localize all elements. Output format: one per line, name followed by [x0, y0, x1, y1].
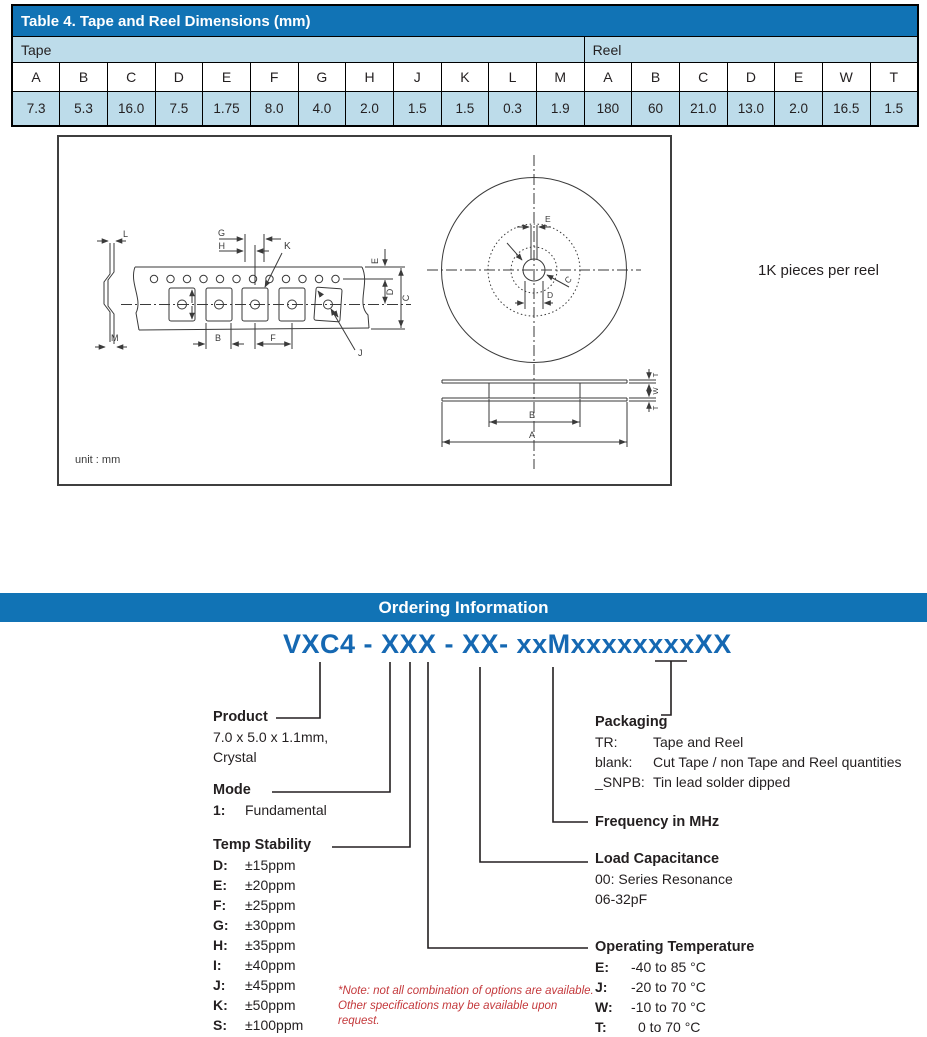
reel-dim-label-b: B [528, 410, 536, 420]
packaging-item [595, 732, 902, 752]
load-capacitance-line: 00: Series Resonance [595, 871, 733, 887]
load-capacitance-line: 06-32pF [595, 891, 648, 907]
tape-reel-diagram [57, 135, 672, 486]
temp-code: S: [213, 1017, 227, 1033]
column-header: E [203, 63, 251, 92]
temp-stability-item [213, 1015, 311, 1035]
reel-dim-label-t-bottom: T [651, 405, 660, 411]
dimension-value: 7.5 [155, 92, 203, 127]
note-line: Other specifications may be available upon request. [338, 1000, 558, 1027]
temp-code: E: [213, 877, 227, 893]
mode-item [213, 800, 327, 820]
packaging-item [595, 772, 902, 792]
frequency-label: Frequency in MHz [595, 814, 720, 830]
tape-dim-label-j: J [358, 348, 363, 358]
op-temp-code: W: [595, 999, 613, 1015]
op-temp-code: J: [595, 979, 608, 995]
temp-desc: ±30ppm [245, 917, 296, 933]
reel-dim-label-c: C [562, 274, 574, 286]
packaging-code: TR: [595, 734, 618, 750]
tape-dim-label-g: G [217, 228, 225, 238]
packaging-desc: Tape and Reel [653, 734, 744, 750]
group-header-tape: Tape [12, 37, 584, 63]
dimension-value: 0.3 [489, 92, 537, 127]
mode-desc: Fundamental [245, 802, 327, 818]
temp-code: G: [213, 917, 229, 933]
tape-dim-label-l: L [123, 229, 129, 239]
dimension-value: 1.75 [203, 92, 251, 127]
column-header: G [298, 63, 346, 92]
group-header-reel: Reel [584, 37, 918, 63]
column-header: C [107, 63, 155, 92]
packaging-label: Packaging [595, 714, 668, 730]
op-temp-code: T: [595, 1019, 607, 1035]
dimension-value: 16.5 [822, 92, 870, 127]
temp-stability-item [213, 875, 311, 895]
column-header: B [60, 63, 108, 92]
dimension-value: 1.5 [441, 92, 489, 127]
operating-temperature-label: Operating Temperature [595, 939, 755, 955]
op-temp-code: E: [595, 959, 609, 975]
packaging-code: _SNPB: [595, 774, 645, 790]
column-header: T [870, 63, 918, 92]
temp-code: K: [213, 997, 228, 1013]
frequency-block [595, 813, 719, 832]
temp-stability-item [213, 895, 311, 915]
column-header: A [584, 63, 632, 92]
reel-dim-label-t-top: T [651, 372, 660, 378]
column-header-row [12, 63, 918, 92]
pieces-per-reel-note: 1K pieces per reel [758, 262, 879, 279]
temp-stability-label: Temp Stability [213, 837, 312, 853]
unit-label: unit : mm [75, 454, 121, 466]
dimension-value: 5.3 [60, 92, 108, 127]
temp-stability-item [213, 955, 311, 975]
ordering-information-header: Ordering Information [0, 593, 927, 622]
load-capacitance-label: Load Capacitance [595, 851, 720, 867]
column-header: C [679, 63, 727, 92]
temp-code: F: [213, 897, 227, 913]
temp-desc: ±50ppm [245, 997, 296, 1013]
packaging-block [595, 713, 902, 792]
column-header: K [441, 63, 489, 92]
tape-dim-label-e: E [370, 257, 380, 265]
temp-stability-item [213, 855, 311, 875]
temp-code: D: [213, 857, 228, 873]
temp-desc: ±45ppm [245, 977, 296, 993]
callout-line-packaging [655, 661, 687, 715]
tape-dim-label-m: M [111, 333, 119, 343]
table-title: Table 4. Tape and Reel Dimensions (mm) [12, 5, 918, 37]
temp-stability-item [213, 915, 311, 935]
tape-dim-label-b: B [214, 333, 222, 343]
temp-desc: ±40ppm [245, 957, 296, 973]
column-header: E [775, 63, 823, 92]
operating-temperature-item [595, 957, 754, 977]
op-temp-desc: -20 to 70 °C [631, 979, 706, 995]
operating-temperature-block [595, 938, 754, 1037]
dimension-value: 1.9 [536, 92, 584, 127]
packaging-item [595, 752, 902, 772]
product-line: Crystal [213, 749, 257, 765]
mode-code: 1: [213, 802, 226, 818]
reel-dim-label-e: E [545, 214, 551, 224]
column-header: M [536, 63, 584, 92]
column-header: D [727, 63, 775, 92]
mode-block [213, 781, 327, 820]
callout-line-temp-stability [332, 662, 410, 847]
packaging-code: blank: [595, 754, 633, 770]
tape-dim-label-f: F [270, 333, 276, 343]
operating-temperature-item [595, 977, 754, 997]
temp-desc: ±15ppm [245, 857, 296, 873]
callout-line-frequency [553, 667, 588, 822]
product-block [213, 708, 328, 767]
dimension-value: 180 [584, 92, 632, 127]
tape-strip [121, 267, 411, 330]
tape-dim-label-k: K [284, 241, 291, 252]
dimension-value: 8.0 [250, 92, 298, 127]
temp-code: J: [213, 977, 226, 993]
availability-note [338, 984, 598, 1029]
dimension-value: 1.5 [393, 92, 441, 127]
column-header: D [155, 63, 203, 92]
part-number: VXC4 - XXX - XX- xxMxxxxxxxxXX [283, 629, 732, 659]
temp-desc: ±25ppm [245, 897, 296, 913]
operating-temperature-item [595, 1017, 754, 1037]
tape-dimensions-right [343, 249, 411, 329]
dimension-value: 21.0 [679, 92, 727, 127]
dimension-value: 16.0 [107, 92, 155, 127]
tape-dim-label-h: H [218, 241, 225, 251]
temp-desc: ±35ppm [245, 937, 296, 953]
reel-dim-label-a: A [528, 430, 536, 440]
mode-label: Mode [213, 782, 251, 798]
temp-code: H: [213, 937, 228, 953]
reel-dim-label-w: W [651, 387, 660, 395]
dimension-value: 2.0 [346, 92, 394, 127]
column-header: F [250, 63, 298, 92]
dimension-value: 13.0 [727, 92, 775, 127]
op-temp-desc: 0 to 70 °C [638, 1019, 701, 1035]
callout-line-load-capacitance [480, 667, 588, 862]
column-header: H [346, 63, 394, 92]
tape-dim-label-d: D [385, 288, 395, 296]
packaging-desc: Cut Tape / non Tape and Reel quantities [653, 754, 902, 770]
dimension-value: 1.5 [870, 92, 918, 127]
product-line: 7.0 x 5.0 x 1.1mm, [213, 729, 329, 745]
product-label: Product [213, 709, 268, 725]
temp-desc: ±20ppm [245, 877, 296, 893]
tape-reel-drawing [59, 137, 670, 484]
reel-dim-label-d: D [547, 290, 554, 300]
temp-stability-block [213, 836, 311, 1035]
tape-dim-label-c: C [401, 294, 411, 302]
dimension-value: 2.0 [775, 92, 823, 127]
operating-temperature-item [595, 997, 754, 1017]
callout-line-operating-temperature [428, 662, 588, 948]
load-capacitance-block [595, 850, 733, 909]
op-temp-desc: -10 to 70 °C [631, 999, 706, 1015]
dimension-value: 7.3 [12, 92, 60, 127]
column-header: J [393, 63, 441, 92]
dimension-value: 60 [632, 92, 680, 127]
note-line: *Note: not all combination of options are available. [338, 985, 594, 997]
dimension-value-row [12, 92, 918, 127]
column-header: W [822, 63, 870, 92]
packaging-desc: Tin lead solder dipped [653, 774, 791, 790]
tape-reel-dimensions-table [11, 4, 919, 127]
tape-side-profile [95, 229, 128, 347]
column-header: A [12, 63, 60, 92]
temp-stability-item [213, 975, 311, 995]
temp-code: I: [213, 957, 222, 973]
temp-stability-item [213, 995, 311, 1015]
column-header: L [489, 63, 537, 92]
dimension-value: 4.0 [298, 92, 346, 127]
tape-dimensions-top [218, 228, 291, 287]
temp-desc: ±100ppm [245, 1017, 304, 1033]
temp-stability-item [213, 935, 311, 955]
op-temp-desc: -40 to 85 °C [631, 959, 706, 975]
reel-side-view [442, 369, 660, 447]
column-header: B [632, 63, 680, 92]
